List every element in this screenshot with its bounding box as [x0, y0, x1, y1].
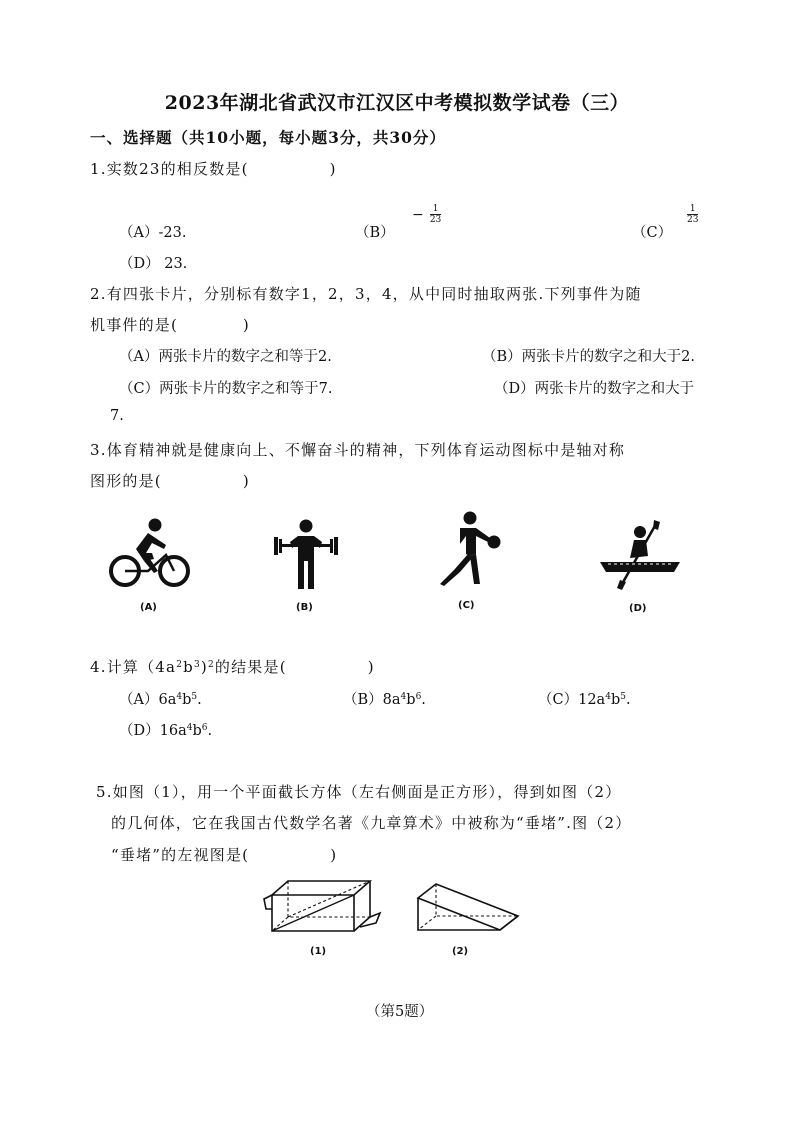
q4-option-d — [119, 719, 212, 740]
exam-title: 2023年湖北省武汉市江汉区中考模拟数学试卷（三） — [164, 92, 630, 114]
q1-option-c-fraction — [687, 204, 698, 225]
exponent: 2 — [176, 660, 184, 670]
q5-stem-line1: 5.如图（1），用一个平面截长方体（左右侧面是正方形），得到如图（2） — [96, 783, 622, 801]
q4-option-a — [119, 688, 202, 709]
q1-option-c-label: （C） — [632, 225, 673, 241]
q2-stem-line1: 2.有四张卡片，分别标有数字1，2，3，4，从中同时抽取两张.下列事件为随 — [90, 285, 642, 303]
term: . — [625, 692, 631, 708]
term: （C）12a — [538, 692, 606, 708]
q3-label-d: (D) — [629, 603, 647, 614]
term: . — [197, 692, 202, 708]
fraction-denominator: 23 — [687, 215, 699, 225]
exponent: 4 — [176, 692, 183, 702]
q4-stem-part: ) — [200, 658, 208, 676]
fraction — [687, 204, 698, 225]
exponent: 5 — [191, 692, 198, 702]
q1-option-d: （D） 23. — [119, 256, 188, 272]
exponent: 4 — [605, 692, 611, 702]
term: b — [406, 692, 416, 708]
q4-option-b — [343, 688, 426, 709]
exponent: 3 — [193, 660, 201, 670]
q4-stem — [90, 656, 375, 677]
figure-caption: （第5题） — [366, 1004, 434, 1020]
q3-label-b: (B) — [296, 602, 313, 613]
q3-stem-line1: 3.体育精神就是健康向上、不懈奋斗的精神，下列体育运动图标中是轴对称 — [90, 441, 626, 459]
exponent: 5 — [620, 692, 626, 702]
term: b — [182, 692, 192, 708]
q1-option-b-fraction — [412, 204, 441, 225]
term: b — [192, 723, 202, 739]
rectangular-box-figure — [262, 875, 382, 937]
term: . — [421, 692, 426, 708]
q2-stem-line2: 机事件的是( ) — [90, 316, 250, 334]
q2-option-b: （B）两张卡片的数字之和大于2. — [482, 349, 695, 365]
fig1-label: (1) — [310, 946, 327, 957]
term: （A）6a — [119, 692, 177, 708]
q3-label-a: (A) — [140, 602, 157, 613]
term: b — [610, 692, 621, 708]
exponent: 4 — [400, 692, 407, 702]
term: （D）16a — [119, 723, 187, 739]
cycling-icon — [108, 515, 192, 593]
fraction-denominator: 23 — [429, 215, 442, 225]
q4-option-c — [538, 688, 631, 709]
q4-stem-part: 的结果是( ) — [214, 658, 375, 676]
fraction — [430, 204, 441, 225]
q2-option-c: （C）两张卡片的数字之和等于7. — [119, 381, 333, 397]
fraction-numerator: 1 — [687, 204, 698, 215]
q4-stem-part: 4.计算（4a — [90, 658, 177, 676]
section-heading: 一、选择题（共10小题，每小题3分，共30分） — [90, 128, 446, 147]
exponent: 6 — [201, 723, 208, 733]
q1-option-b-label: （B） — [355, 225, 395, 241]
q1-option-a: （A）-23. — [119, 225, 187, 241]
q2-option-a: （A）两张卡片的数字之和等于2. — [119, 349, 332, 365]
q2-option-d-continued: 7. — [110, 408, 124, 424]
q3-stem-line2: 图形的是( ) — [90, 472, 250, 490]
term: . — [207, 723, 213, 739]
exponent: 4 — [186, 723, 193, 733]
term: （B）8a — [343, 692, 401, 708]
q5-stem-line3: “垂堵”的左视图是( ) — [111, 846, 338, 864]
q1-stem: 1.实数23的相反数是( ) — [90, 160, 337, 178]
q4-stem-part: b — [183, 658, 194, 676]
fraction-numerator: 1 — [430, 204, 441, 215]
minus-sign: − — [412, 206, 424, 223]
exponent: 6 — [415, 692, 422, 702]
q2-option-d: （D）两张卡片的数字之和大于 — [494, 381, 695, 397]
fig2-label: (2) — [452, 946, 469, 957]
volleyball-icon — [432, 508, 504, 590]
q5-stem-line2: 的几何体，它在我国古代数学名著《九章算术》中被称为“垂堵”.图（2） — [111, 814, 632, 832]
q3-label-c: (C) — [458, 600, 475, 611]
wedge-figure — [414, 880, 524, 936]
exponent: 2 — [207, 660, 215, 670]
weightlifting-icon — [270, 517, 342, 593]
canoeing-icon — [598, 518, 682, 592]
